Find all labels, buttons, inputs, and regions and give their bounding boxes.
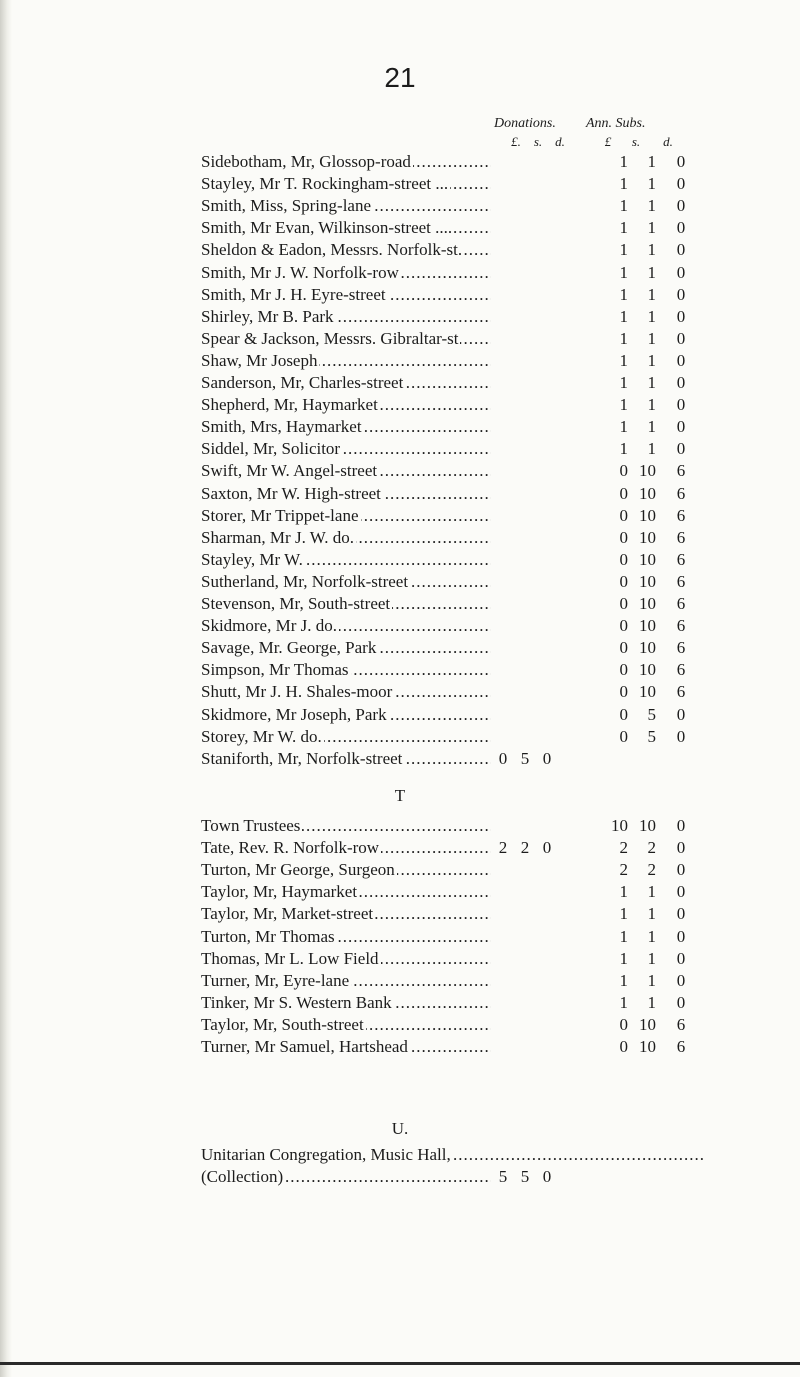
subscription-pounds: 0 (619, 461, 628, 481)
subscription-pence: 0 (676, 860, 686, 880)
subscription-pounds: 0 (619, 682, 628, 702)
subscription-shillings: 1 (647, 328, 656, 348)
subscription-pence: 0 (676, 328, 686, 348)
subscription-shillings: 1 (647, 284, 656, 304)
subscription-pounds: 0 (619, 483, 628, 503)
annual-subs-heading: Ann. Subs. (586, 116, 646, 131)
entry-name: Smith, Mr Evan, Wilkinson-street .... ..... (201, 217, 491, 239)
entry-name: Smith, Mr J. W. Norfolk-row ..... (201, 262, 491, 284)
subscription-pounds: 0 (619, 704, 628, 724)
list-item (0, 527, 800, 549)
list-item (0, 328, 800, 350)
entry-name: Saxton, Mr W. High-street ..... (201, 483, 491, 505)
entry-name: Sutherland, Mr, Norfolk-street ..... (201, 571, 491, 593)
subscription-pence: 0 (676, 704, 686, 724)
subscription-shillings: 1 (647, 218, 656, 238)
donation-pence: 0 (542, 748, 552, 768)
subscription-pounds: 0 (619, 638, 628, 658)
subscription-shillings: 10 (639, 1014, 656, 1034)
subscription-shillings: 1 (647, 240, 656, 260)
subscription-shillings: 1 (647, 306, 656, 326)
entry-name: Taylor, Mr, Haymarket ..... (201, 881, 491, 903)
subscription-shillings: 5 (647, 704, 656, 724)
entry-name: Sheldon & Eadon, Messrs. Norfolk-st. ..... (201, 239, 491, 261)
list-item (0, 306, 800, 328)
subscription-pounds: 0 (619, 549, 628, 569)
subscription-shillings: 1 (647, 373, 656, 392)
entry-name: Storer, Mr Trippet-lane ..... (201, 505, 491, 527)
subscription-pence: 0 (676, 838, 686, 858)
subscription-pence: 0 (676, 992, 686, 1012)
donation-shillings: 2 (520, 838, 530, 858)
subscription-pounds: 1 (619, 174, 628, 194)
subscription-pence: 6 (676, 594, 686, 613)
donation-pence: 0 (542, 1167, 552, 1186)
entry-name: Thomas, Mr L. Low Field ..... (201, 948, 491, 970)
subscription-shillings: 1 (647, 350, 656, 370)
donation-shillings: 5 (520, 1167, 530, 1186)
list-item (0, 173, 800, 195)
subscription-pounds: 1 (619, 350, 628, 370)
entry-name: Stayley, Mr T. Rockingham-street ... ..... (201, 173, 491, 195)
subscription-pence: 6 (676, 571, 686, 591)
donations-units (505, 134, 585, 150)
subscription-pence: 0 (676, 218, 686, 238)
page-number: 21 (384, 62, 416, 93)
section-heading-t: T (394, 786, 406, 805)
subscription-pounds: 1 (619, 328, 628, 348)
subscription-pounds: 0 (619, 505, 628, 525)
subscription-pence: 0 (676, 262, 686, 282)
subscription-pence: 0 (676, 948, 686, 968)
list-item (0, 859, 800, 881)
subscription-pounds: 2 (619, 860, 628, 880)
list-item (0, 195, 800, 217)
subscription-pounds: 1 (619, 970, 628, 990)
subscription-pounds: 1 (619, 882, 628, 902)
entry-name: Tate, Rev. R. Norfolk-row ..... (201, 837, 491, 859)
list-item (0, 416, 800, 438)
subscription-pounds: 1 (619, 395, 628, 415)
subscription-pence: 0 (676, 174, 686, 194)
pence-unit: d. (663, 134, 673, 149)
shillings-unit: s. (533, 134, 543, 149)
entry-name: Taylor, Mr, South-street ..... (201, 1014, 491, 1036)
subscription-pence: 0 (676, 350, 686, 370)
entry-name: Skidmore, Mr J. do. ..... (201, 615, 491, 637)
subscription-shillings: 10 (639, 1037, 656, 1056)
list-item (0, 1144, 800, 1166)
entry-name: Siddel, Mr, Solicitor ..... (201, 438, 491, 460)
subscription-pence: 6 (676, 1037, 686, 1056)
subscription-pence: 6 (676, 638, 686, 658)
subscription-shillings: 1 (647, 948, 656, 968)
list-item (0, 637, 800, 659)
subscription-pounds: 0 (619, 1014, 628, 1034)
subscription-pence: 6 (676, 1014, 686, 1034)
subscription-pence: 6 (676, 549, 686, 569)
subscription-pence: 6 (676, 461, 686, 481)
pounds-unit: £ (604, 134, 612, 149)
entry-name: Shirley, Mr B. Park ..... (201, 306, 491, 328)
list-item (0, 659, 800, 681)
subscription-pounds: 1 (619, 926, 628, 946)
list-item (0, 372, 800, 394)
entry-name: Smith, Mrs, Haymarket ..... (201, 416, 491, 438)
list-item (0, 460, 800, 482)
subscription-pounds: 1 (619, 373, 628, 392)
entry-name: Smith, Mr J. H. Eyre-street ..... (201, 284, 491, 306)
subscription-pounds: 1 (619, 262, 628, 282)
donations-heading: Donations. (494, 116, 556, 131)
list-item (0, 239, 800, 261)
subscription-shillings: 1 (647, 970, 656, 990)
entry-name: Swift, Mr W. Angel-street ..... (201, 460, 491, 482)
entry-name: Sidebotham, Mr, Glossop-road ..... (201, 151, 491, 173)
donation-pounds: 5 (498, 1167, 508, 1186)
list-item (0, 704, 800, 726)
subscription-shillings: 1 (647, 417, 656, 437)
annual-units (597, 134, 707, 150)
subscription-shillings: 1 (647, 152, 656, 171)
subscription-pounds: 1 (619, 196, 628, 216)
subscription-pounds: 1 (619, 904, 628, 924)
subscription-shillings: 10 (639, 461, 656, 481)
subscription-pence: 0 (676, 152, 686, 171)
subscription-pounds: 2 (619, 838, 628, 858)
subscription-pence: 0 (676, 970, 686, 990)
subscription-pounds: 1 (619, 992, 628, 1012)
subscription-shillings: 10 (639, 505, 656, 525)
subscription-shillings: 10 (639, 616, 656, 636)
subscription-shillings: 10 (639, 816, 656, 835)
subscription-shillings: 1 (647, 262, 656, 282)
list-item (0, 151, 800, 173)
list-item (0, 1014, 800, 1036)
list-item (0, 837, 800, 859)
subscription-pounds: 0 (619, 1037, 628, 1056)
subscription-shillings: 1 (647, 882, 656, 902)
list-item (0, 593, 800, 615)
subscription-shillings: 10 (639, 660, 656, 680)
entry-name: Town Trustees ..... (201, 815, 491, 837)
subscription-pence: 0 (676, 417, 686, 437)
subscription-shillings: 1 (647, 174, 656, 194)
entry-name: Stevenson, Mr, South-street ..... (201, 593, 491, 615)
list-item (0, 262, 800, 284)
entry-name: Smith, Miss, Spring-lane ..... (201, 195, 491, 217)
list-item (0, 1166, 800, 1188)
entry-name: Shaw, Mr Joseph ..... (201, 350, 491, 372)
subscription-pence: 0 (676, 373, 686, 392)
subscription-shillings: 1 (647, 926, 656, 946)
subscription-pounds: 0 (619, 571, 628, 591)
entry-name: Sharman, Mr J. W. do. ..... (201, 527, 491, 549)
subscription-shillings: 2 (647, 860, 656, 880)
subscription-shillings: 10 (639, 549, 656, 569)
subscription-pounds: 1 (619, 284, 628, 304)
entry-name: Staniforth, Mr, Norfolk-street ..... (201, 748, 491, 770)
list-item (0, 394, 800, 416)
list-item (0, 948, 800, 970)
donation-pence: 0 (542, 838, 552, 858)
subscription-pounds: 1 (619, 417, 628, 437)
list-item (0, 217, 800, 239)
entry-name: Shepherd, Mr, Haymarket ..... (201, 394, 491, 416)
subscription-pounds: 0 (619, 726, 628, 746)
subscription-pence: 0 (676, 882, 686, 902)
entry-name: Stayley, Mr W. ..... (201, 549, 491, 571)
list-item (0, 970, 800, 992)
list-item (0, 483, 800, 505)
subscription-pounds: 1 (619, 218, 628, 238)
donation-pounds: 2 (498, 838, 508, 858)
subscription-shillings: 1 (647, 196, 656, 216)
entry-name: Turton, Mr George, Surgeon ..... (201, 859, 491, 881)
subscription-shillings: 10 (639, 527, 656, 547)
entry-name: Unitarian Congregation, Music Hall, ..... (201, 1144, 491, 1166)
shillings-unit: s. (631, 134, 641, 149)
list-item (0, 1036, 800, 1058)
entry-name: Savage, Mr. George, Park ..... (201, 637, 491, 659)
list-item (0, 903, 800, 925)
subscription-pounds: 10 (611, 816, 628, 835)
subscription-pence: 0 (676, 306, 686, 326)
subscription-shillings: 1 (647, 904, 656, 924)
subscription-shillings: 10 (639, 638, 656, 658)
subscription-pence: 0 (676, 395, 686, 415)
list-item (0, 350, 800, 372)
list-item (0, 748, 800, 770)
subscription-pence: 6 (676, 660, 686, 680)
subscription-shillings: 5 (647, 726, 656, 746)
subscription-pence: 0 (676, 284, 686, 304)
subscription-pence: 6 (676, 682, 686, 702)
entry-name: Turton, Mr Thomas ..... (201, 926, 491, 948)
subscription-pence: 0 (676, 904, 686, 924)
subscription-pounds: 1 (619, 439, 628, 459)
subscription-shillings: 10 (639, 483, 656, 503)
list-item (0, 881, 800, 903)
list-item (0, 926, 800, 948)
subscription-pence: 0 (676, 726, 686, 746)
donation-pounds: 0 (498, 748, 508, 768)
subscription-shillings: 10 (639, 682, 656, 702)
subscription-shillings: 1 (647, 395, 656, 415)
list-item (0, 815, 800, 837)
entry-name: Skidmore, Mr Joseph, Park ..... (201, 704, 491, 726)
entry-name: (Collection) ..... (201, 1166, 491, 1188)
list-item (0, 549, 800, 571)
subscription-pence: 0 (676, 926, 686, 946)
subscription-pounds: 1 (619, 948, 628, 968)
entry-name: Simpson, Mr Thomas ..... (201, 659, 491, 681)
entry-name: Turner, Mr, Eyre-lane ..... (201, 970, 491, 992)
subscription-pounds: 0 (619, 594, 628, 613)
subscription-shillings: 10 (639, 571, 656, 591)
subscription-shillings: 1 (647, 992, 656, 1012)
list-item (0, 571, 800, 593)
section-heading-u: U. (391, 1119, 409, 1138)
subscription-pence: 0 (676, 816, 686, 835)
subscription-pounds: 1 (619, 306, 628, 326)
entry-name: Storey, Mr W. do. ..... (201, 726, 491, 748)
entry-name: Turner, Mr Samuel, Hartshead ..... (201, 1036, 491, 1058)
subscription-pence: 0 (676, 196, 686, 216)
subscription-pounds: 0 (619, 660, 628, 680)
entry-name: Shutt, Mr J. H. Shales-moor ..... (201, 681, 491, 703)
subscription-pence: 6 (676, 527, 686, 547)
page-bottom-edge (0, 1362, 800, 1365)
subscription-pounds: 1 (619, 240, 628, 260)
pence-unit: d. (555, 134, 565, 149)
list-item (0, 615, 800, 637)
subscription-shillings: 10 (639, 594, 656, 613)
list-item (0, 992, 800, 1014)
list-item (0, 726, 800, 748)
subscription-pence: 0 (676, 240, 686, 260)
entry-name: Spear & Jackson, Messrs. Gibraltar-st ..... (201, 328, 491, 350)
entry-name: Tinker, Mr S. Western Bank ..... (201, 992, 491, 1014)
donation-shillings: 5 (520, 748, 530, 768)
list-item (0, 681, 800, 703)
subscription-pounds: 0 (619, 616, 628, 636)
subscription-pence: 6 (676, 483, 686, 503)
pounds-unit: £. (511, 134, 521, 149)
entry-name: Taylor, Mr, Market-street ..... (201, 903, 491, 925)
subscription-pence: 6 (676, 616, 686, 636)
list-item (0, 505, 800, 527)
list-item (0, 284, 800, 306)
subscription-shillings: 2 (647, 838, 656, 858)
subscription-pounds: 1 (619, 152, 628, 171)
list-item (0, 438, 800, 460)
subscription-pence: 0 (676, 439, 686, 459)
subscription-shillings: 1 (647, 439, 656, 459)
subscription-pounds: 0 (619, 527, 628, 547)
subscription-pence: 6 (676, 505, 686, 525)
entry-name: Sanderson, Mr, Charles-street ..... (201, 372, 491, 394)
